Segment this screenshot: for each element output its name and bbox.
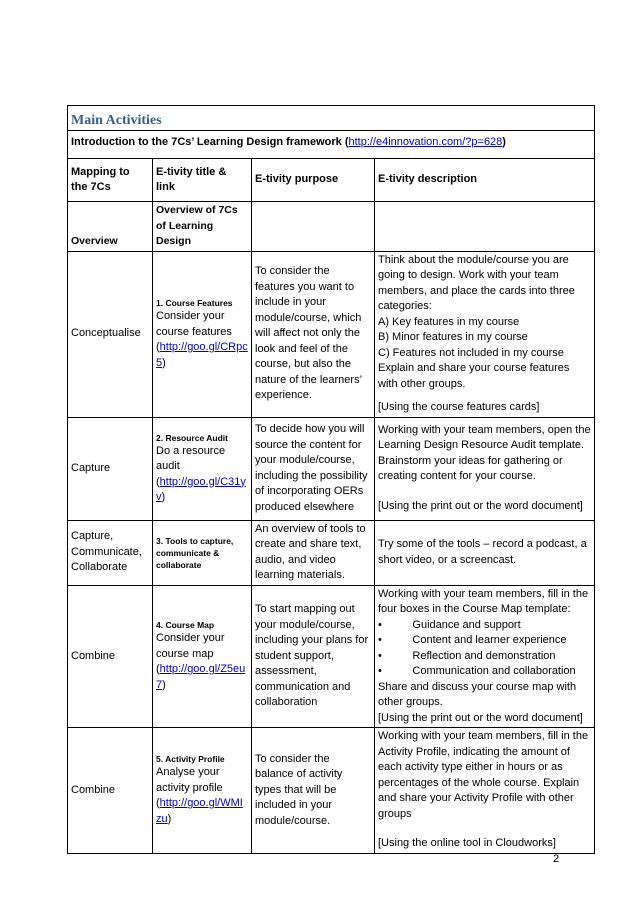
paren-close: ) bbox=[161, 491, 166, 503]
row-mapping: Capture bbox=[68, 417, 153, 520]
table-row bbox=[68, 728, 595, 854]
desc-line: • Content and learner experience bbox=[378, 634, 567, 646]
desc-line: • Communication and collaboration bbox=[378, 665, 576, 677]
paren-open: ( bbox=[156, 341, 160, 353]
row-purpose: An overview of tools to create and share text, audio, and video learning materials. bbox=[252, 520, 375, 585]
intro-close: ) bbox=[502, 135, 506, 148]
overview-purpose bbox=[252, 202, 375, 252]
row-title bbox=[153, 417, 252, 520]
desc-line: Think about the module/course you are going to design. Work with your team members, and place the cards into three categories: bbox=[378, 253, 575, 312]
intro-cell bbox=[68, 130, 595, 159]
overview-description bbox=[375, 202, 595, 252]
activities-table bbox=[67, 105, 595, 854]
row-title-action: Do a resource audit bbox=[156, 444, 226, 472]
row-title-action: Consider your course map bbox=[156, 632, 225, 660]
paren-close: ) bbox=[162, 356, 166, 369]
header-purpose: E-tivity purpose bbox=[252, 159, 375, 202]
table-row bbox=[68, 585, 595, 728]
row-title-small: 3. Tools to capture, communicate & collaborate bbox=[156, 535, 234, 570]
table-row bbox=[68, 251, 595, 417]
desc-line: Working with your team members, open the Learning Design Resource Audit template. Brainstorm your ideas for gathering or creating content for your course. bbox=[378, 423, 591, 483]
header-description: E-tivity description bbox=[375, 159, 595, 202]
title-cell bbox=[68, 106, 595, 131]
row-title bbox=[153, 520, 252, 585]
desc-line: • Reflection and demonstration bbox=[378, 649, 556, 662]
desc-line: A) Key features in my course bbox=[378, 315, 520, 328]
paren-open: ( bbox=[156, 663, 160, 676]
row-title bbox=[153, 728, 252, 854]
row-link[interactable]: http://goo.gl/C31yv bbox=[156, 475, 246, 503]
desc-line: C) Features not included in my course bbox=[378, 346, 564, 359]
overview-title: Overview of 7Cs of Learning Design bbox=[153, 202, 252, 252]
row-purpose: To consider the features you want to include in your module/course, which will affect not only the look and feel of the course, but also the nature of the learners’ experience. bbox=[252, 251, 375, 417]
row-mapping: Combine bbox=[68, 728, 153, 854]
desc-spacer bbox=[378, 485, 591, 499]
row-purpose: To decide how you will source the content for your module/course, including the possibility of incorporating OERs produced elsewhere bbox=[252, 417, 375, 520]
desc-line: [Using the print out or the word document] bbox=[378, 711, 583, 724]
page-number: 2 bbox=[553, 853, 560, 865]
row-title-small: 4. Course Map bbox=[156, 620, 215, 631]
row-description bbox=[375, 251, 595, 417]
intro-text: Introduction to the 7Cs’ Learning Design framework ( bbox=[71, 135, 349, 148]
row-title-small: 5. Activity Profile bbox=[156, 754, 225, 765]
paren-open: ( bbox=[156, 797, 160, 810]
row-description: Try some of the tools – record a podcast, a short video, or a screencast. bbox=[375, 520, 595, 585]
row-link[interactable]: http://goo.gl/WMIzu bbox=[156, 797, 243, 825]
row-title-action: Consider your course features bbox=[156, 310, 232, 338]
row-link[interactable]: http://goo.gl/Z5eu7 bbox=[156, 663, 246, 691]
row-link[interactable]: http://goo.gl/CRpc5 bbox=[156, 341, 248, 369]
row-mapping: Capture, Communicate, Collaborate bbox=[68, 520, 153, 585]
table-row bbox=[68, 520, 595, 585]
row-description bbox=[375, 417, 595, 520]
paren-close: ) bbox=[167, 812, 172, 825]
desc-line: [Using the course features cards] bbox=[378, 401, 540, 413]
row-description bbox=[375, 728, 595, 854]
header-title: E-tivity title & link bbox=[153, 159, 252, 202]
row-title bbox=[153, 585, 252, 728]
row-title-small: 1. Course Features bbox=[156, 298, 233, 308]
overview-mapping: Overview bbox=[68, 202, 153, 252]
table-row bbox=[68, 417, 595, 520]
row-title bbox=[153, 251, 252, 417]
row-mapping: Combine bbox=[68, 585, 153, 728]
desc-line: [Using the print out or the word document] bbox=[378, 499, 583, 512]
desc-spacer bbox=[378, 822, 591, 836]
row-title-small: 2. Resource Audit bbox=[156, 432, 228, 443]
desc-line: Working with your team members, fill in the Activity Profile, indicating the amount of each activity type either in hours or as percentages of the whole course. Explain and share your Activity Profile with other groups bbox=[378, 730, 589, 820]
row-mapping: Conceptualise bbox=[68, 251, 153, 417]
paren-open: ( bbox=[156, 475, 160, 488]
paren-close: ) bbox=[162, 678, 166, 691]
desc-line: B) Minor features in my course bbox=[378, 331, 528, 343]
desc-line: Explain and share your course features with other groups. bbox=[378, 362, 570, 390]
row-purpose: To start mapping out your module/course, including your plans for student support, assessment, communication and collaboration bbox=[252, 585, 375, 728]
section-title: Main Activities bbox=[71, 113, 162, 128]
row-title-action: Analyse your activity profile bbox=[156, 766, 223, 794]
desc-line: • Guidance and support bbox=[378, 618, 521, 631]
row-purpose: To consider the balance of activity types that will be included in your module/course. bbox=[252, 728, 375, 854]
desc-line: Working with your team members, fill in the four boxes in the Course Map template: bbox=[378, 587, 589, 615]
desc-spacer bbox=[378, 392, 591, 400]
intro-link[interactable]: http://e4innovation.com/?p=628 bbox=[348, 135, 503, 148]
desc-line: [Using the online tool in Cloudworks] bbox=[378, 837, 556, 849]
desc-line: Share and discuss your course map with other groups. bbox=[378, 680, 577, 708]
header-mapping: Mapping to the 7Cs bbox=[68, 159, 153, 202]
row-description bbox=[375, 585, 595, 728]
